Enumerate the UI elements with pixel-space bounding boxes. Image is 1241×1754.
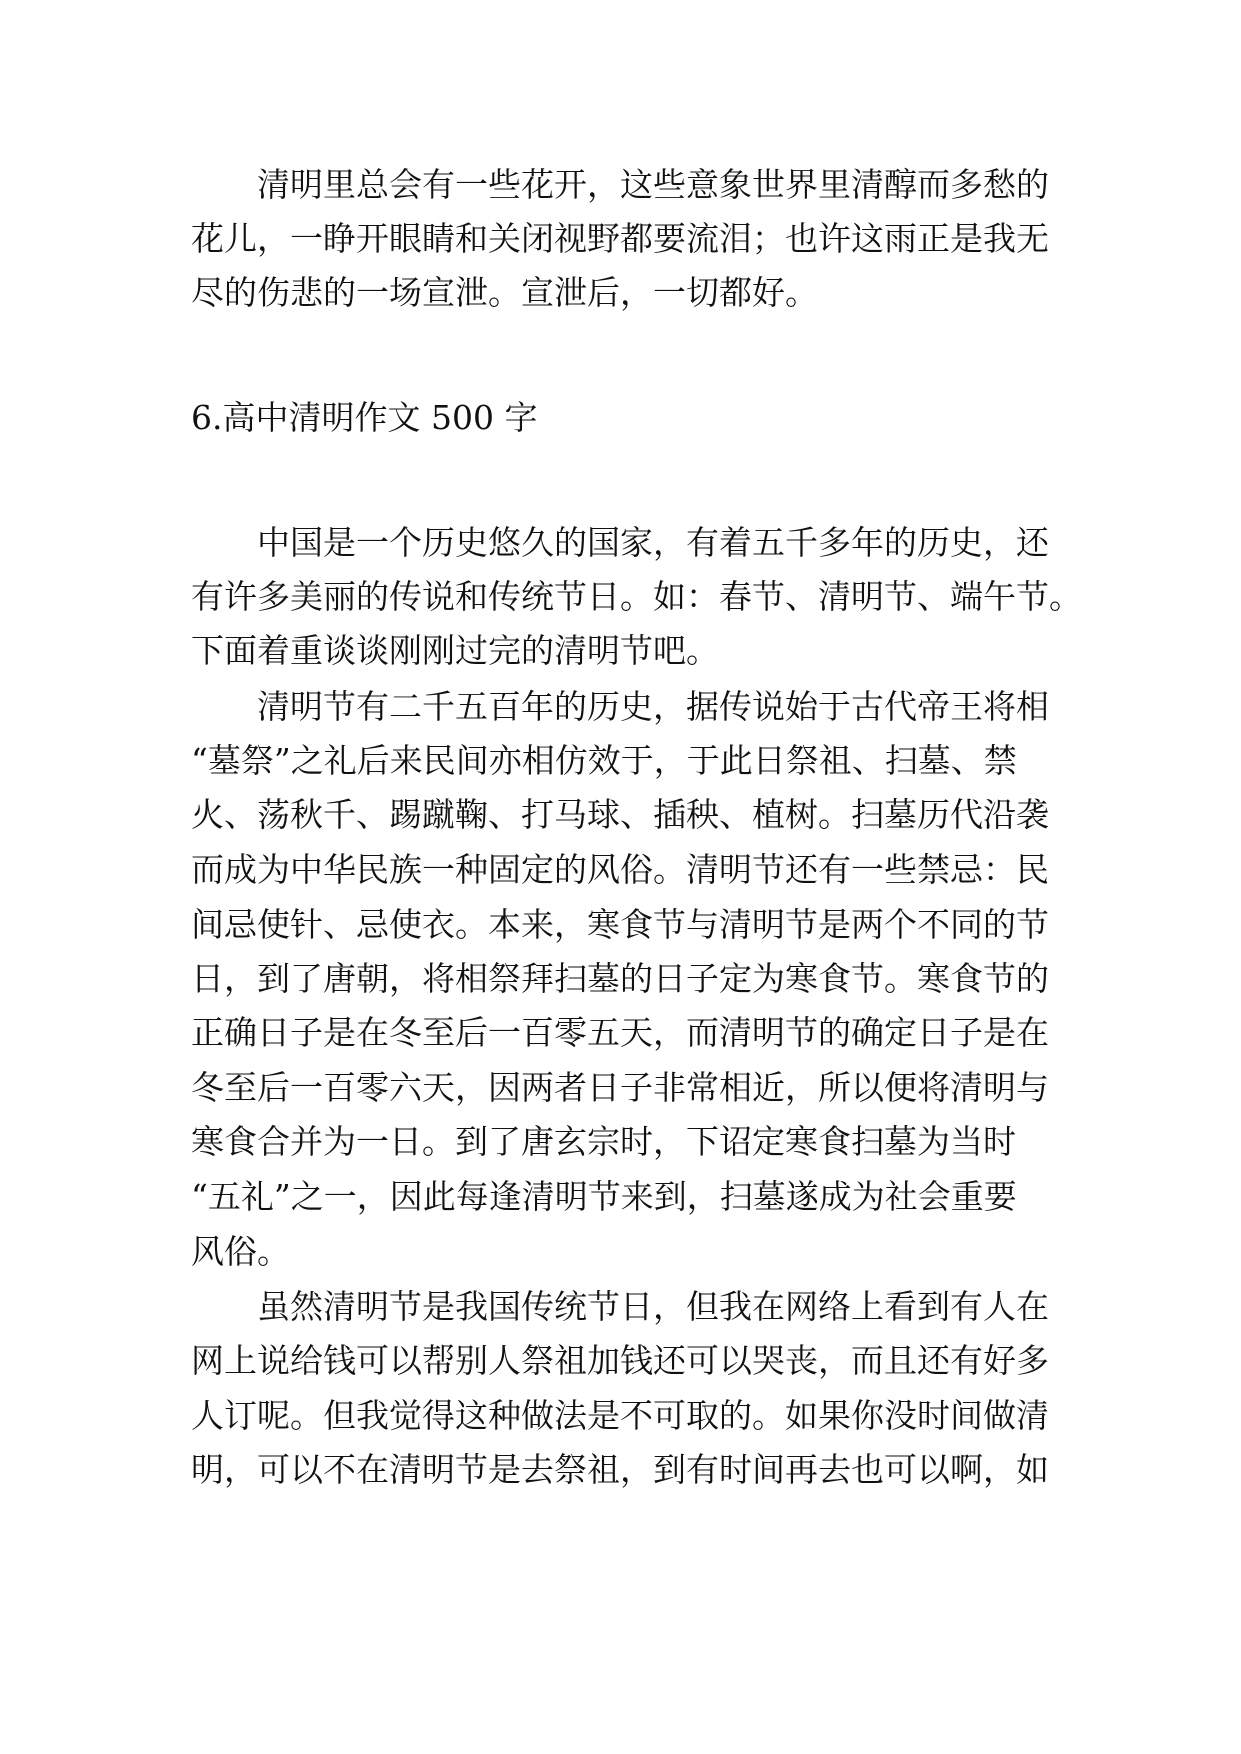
paragraph-line: 火、荡秋千、踢蹴鞠、打马球、插秧、植树。扫墓历代沿袭 [191,795,1049,834]
paragraph-line: 日，到了唐朝，将相祭拜扫墓的日子定为寒食节。寒食节的 [191,959,1049,998]
paragraph-line: 有许多美丽的传说和传统节日。如：春节、清明节、端午节。 [191,577,1082,616]
paragraph-line: 人订呢。但我觉得这种做法是不可取的。如果你没时间做清 [191,1396,1049,1435]
section-heading: 6.高中清明作文 500 字 [191,398,538,437]
paragraph-line: 网上说给钱可以帮别人祭祖加钱还可以哭丧，而且还有好多 [191,1341,1049,1380]
paragraph-line: 风俗。 [191,1232,290,1271]
paragraph-line: 虽然清明节是我国传统节日，但我在网络上看到有人在 [257,1287,1049,1326]
paragraph-line: 花儿，一睁开眼睛和关闭视野都要流泪；也许这雨正是我无 [191,219,1049,258]
paragraph-line: 中国是一个历史悠久的国家，有着五千多年的历史，还 [257,523,1049,562]
paragraph-line: 间忌使针、忌使衣。本来，寒食节与清明节是两个不同的节 [191,905,1049,944]
paragraph-line: “五礼”之一，因此每逢清明节来到，扫墓遂成为社会重要 [191,1177,1017,1216]
paragraph-line: 尽的伤悲的一场宣泄。宣泄后，一切都好。 [191,273,818,312]
paragraph-line: 寒食合并为一日。到了唐玄宗时，下诏定寒食扫墓为当时 [191,1122,1016,1161]
paragraph-line: 明，可以不在清明节是去祭祖，到有时间再去也可以啊，如 [191,1450,1049,1489]
paragraph-line: 清明里总会有一些花开，这些意象世界里清醇而多愁的 [257,165,1049,204]
paragraph-line: 正确日子是在冬至后一百零五天，而清明节的确定日子是在 [191,1013,1049,1052]
paragraph-line: “墓祭”之礼后来民间亦相仿效于，于此日祭祖、扫墓、禁 [191,741,1017,780]
paragraph-line: 冬至后一百零六天，因两者日子非常相近，所以便将清明与 [191,1068,1049,1107]
paragraph-line: 下面着重谈谈刚刚过完的清明节吧。 [191,631,719,670]
paragraph-line: 清明节有二千五百年的历史，据传说始于古代帝王将相 [257,687,1049,726]
paragraph-line: 而成为中华民族一种固定的风俗。清明节还有一些禁忌：民 [191,850,1049,889]
